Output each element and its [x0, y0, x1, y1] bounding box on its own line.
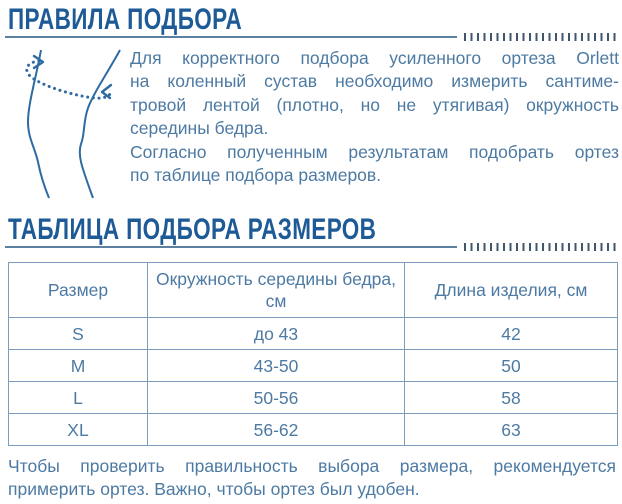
table-header-row: [9, 263, 618, 318]
table-row: [9, 414, 618, 446]
cell-girth: 56-62: [148, 414, 405, 446]
size-table-section-divider: [5, 242, 618, 252]
cell-size: M: [9, 350, 148, 382]
cell-girth: до 43: [148, 318, 405, 350]
cell-girth: 43-50: [148, 350, 405, 382]
header-girth: Окружность середины бедра, см: [148, 263, 405, 318]
cell-length: 50: [405, 350, 618, 382]
cell-size: L: [9, 382, 148, 414]
note-line: примерить ортез. Важно, чтобы ортез был удобен.: [8, 479, 420, 500]
cell-length: 58: [405, 382, 618, 414]
cell-girth: 50-56: [148, 382, 405, 414]
leg-outline-left: [28, 50, 49, 198]
instruction-line: тровой лентой (плотно, но не утягивая) окружность: [130, 94, 619, 115]
header-length: Длина изделия, см: [405, 263, 618, 318]
measuring-tape-dotted-ellipse: [27, 61, 110, 98]
cell-size: S: [9, 318, 148, 350]
cell-length: 63: [405, 414, 618, 446]
table-row: [9, 350, 618, 382]
leg-outline-right: [80, 50, 120, 198]
rules-section-title: ПРАВИЛА ПОДБОРА: [8, 3, 243, 36]
instruction-line: по таблице подбора размеров.: [130, 165, 382, 186]
divider-line: [5, 36, 457, 38]
cell-size: XL: [9, 414, 148, 446]
size-table-section-title: ТАБЛИЦА ПОДБОРА РАЗМЕРОВ: [8, 213, 377, 246]
leg-measurement-illustration: [6, 48, 126, 200]
instruction-line: Согласно полученным результатам подобрать ортез: [130, 141, 619, 162]
fit-check-note: [8, 455, 616, 502]
instruction-line: Для корректного подбора усиленного ортеза Orlett: [130, 48, 619, 68]
measurement-instructions: [130, 47, 619, 187]
rules-section-divider: [5, 32, 618, 42]
size-selection-table: [8, 262, 618, 446]
tape-arrow-right-icon: [102, 85, 111, 98]
instruction-line: середины бедра.: [130, 118, 269, 139]
header-size: Размер: [9, 263, 148, 318]
instruction-line: на коленный сустав необходимо измерить сантиме-: [130, 71, 619, 92]
cell-length: 42: [405, 318, 618, 350]
divider-ticks-icon: [464, 33, 618, 41]
table-row: [9, 318, 618, 350]
note-line: Чтобы проверить правильность выбора размера, рекомендуется: [8, 456, 616, 476]
divider-ticks-icon: [464, 243, 618, 251]
divider-line: [5, 246, 457, 248]
table-row: [9, 382, 618, 414]
